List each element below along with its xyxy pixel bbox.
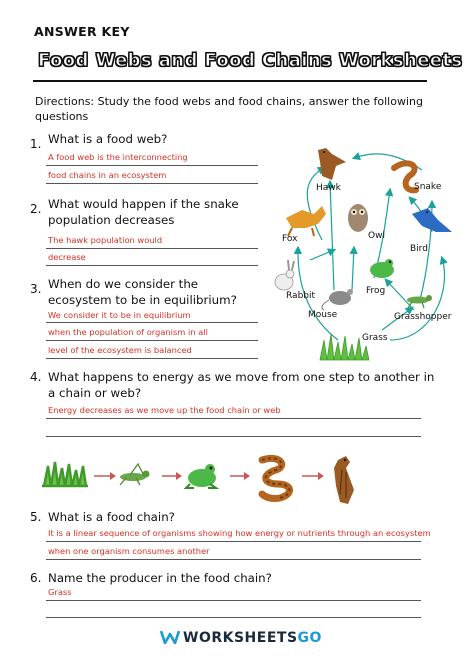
owl-image [348, 204, 368, 232]
fox-label: Fox [282, 234, 298, 244]
question-1-number: 1. [30, 137, 42, 151]
answer-line [46, 165, 258, 166]
answer-line [46, 617, 421, 618]
brand-name: WORKSHEETS [183, 630, 298, 646]
mouse-label: Mouse [308, 310, 338, 320]
frog-label: Frog [366, 286, 386, 296]
directions-text: Directions: Study the food webs and food chains, answer the following questions [35, 95, 423, 123]
question-5-text: What is a food chain? [48, 510, 175, 524]
fox-image [286, 206, 326, 236]
question-4-number: 4. [30, 370, 42, 384]
rabbit-label: Rabbit [286, 291, 316, 301]
frog-image [370, 259, 394, 278]
question-6-text: Name the producer in the food chain? [48, 571, 272, 585]
question-2-text: What would happen if the snake population decreases [48, 197, 239, 227]
answer-line [46, 340, 258, 341]
arrow-icon [302, 472, 324, 480]
question-3-answer-1: We consider it to be in equilibrium [48, 310, 191, 320]
answer-line [46, 541, 421, 542]
question-1-answer-2: food chains in an ecosystem [48, 170, 167, 180]
hawk-label: Hawk [316, 183, 341, 193]
rabbit-image [275, 260, 294, 290]
grasshopper-label: Grasshopper [394, 312, 452, 322]
worksheet-title: Food Webs and Food Chains Worksheets [38, 50, 463, 71]
grass-label: Grass [362, 333, 388, 343]
brand-w-icon [160, 630, 180, 644]
grasshopper-image [120, 464, 150, 485]
arrow-icon [162, 472, 182, 480]
question-1-text: What is a food web? [48, 132, 168, 146]
food-web-diagram [262, 140, 474, 365]
answer-line [46, 559, 421, 560]
question-3-answer-3: level of the ecosystem is balanced [48, 345, 192, 355]
snake-label: Snake [414, 182, 442, 192]
question-6-number: 6. [30, 571, 42, 585]
answer-key-label: ANSWER KEY [34, 24, 130, 39]
question-4-answer-1: Energy decreases as we move up the food chain or web [48, 405, 281, 415]
answer-line [46, 600, 421, 601]
question-3-answer-2: when the population of organism in all [48, 327, 208, 337]
question-1-answer-1: A food web is the interconnecting [48, 152, 188, 162]
mouse-image [322, 289, 353, 310]
grass-image [42, 462, 88, 486]
question-4-text: What happens to energy as we move from one step to another in a chain or web? [48, 370, 435, 400]
question-2-number: 2. [30, 202, 42, 216]
answer-line [46, 358, 258, 359]
question-5-answer-1: It is a linear sequence of organisms showing how energy or nutrients through an ecosystem [48, 528, 431, 538]
bird-label: Bird [410, 244, 428, 254]
answer-line [46, 418, 421, 419]
question-6-answer-1: Grass [48, 587, 72, 597]
snake-image [262, 458, 290, 498]
question-5-number: 5. [30, 510, 42, 524]
snake-image [394, 163, 416, 190]
title-divider [33, 80, 427, 82]
question-2-answer-1: The hawk population would [48, 235, 163, 245]
question-5-answer-2: when one organism consumes another [48, 546, 210, 556]
hawk-image [318, 148, 346, 180]
brand-logo [160, 630, 322, 646]
arrow-icon [230, 472, 250, 480]
answer-line [46, 248, 258, 249]
arrow-icon [94, 472, 116, 480]
answer-line [46, 265, 258, 266]
owl-label: Owl [368, 231, 385, 241]
brand-accent: GO [297, 630, 322, 646]
answer-line [46, 183, 258, 184]
question-2-answer-2: decrease [48, 252, 86, 262]
answer-line [46, 322, 258, 323]
question-3-number: 3. [30, 282, 42, 296]
hawk-image [334, 456, 354, 504]
question-3-text: When do we consider the ecosystem to be in equilibrium? [48, 277, 237, 307]
frog-image [186, 464, 216, 488]
answer-line [46, 436, 421, 437]
food-chain-illustration [40, 450, 370, 508]
